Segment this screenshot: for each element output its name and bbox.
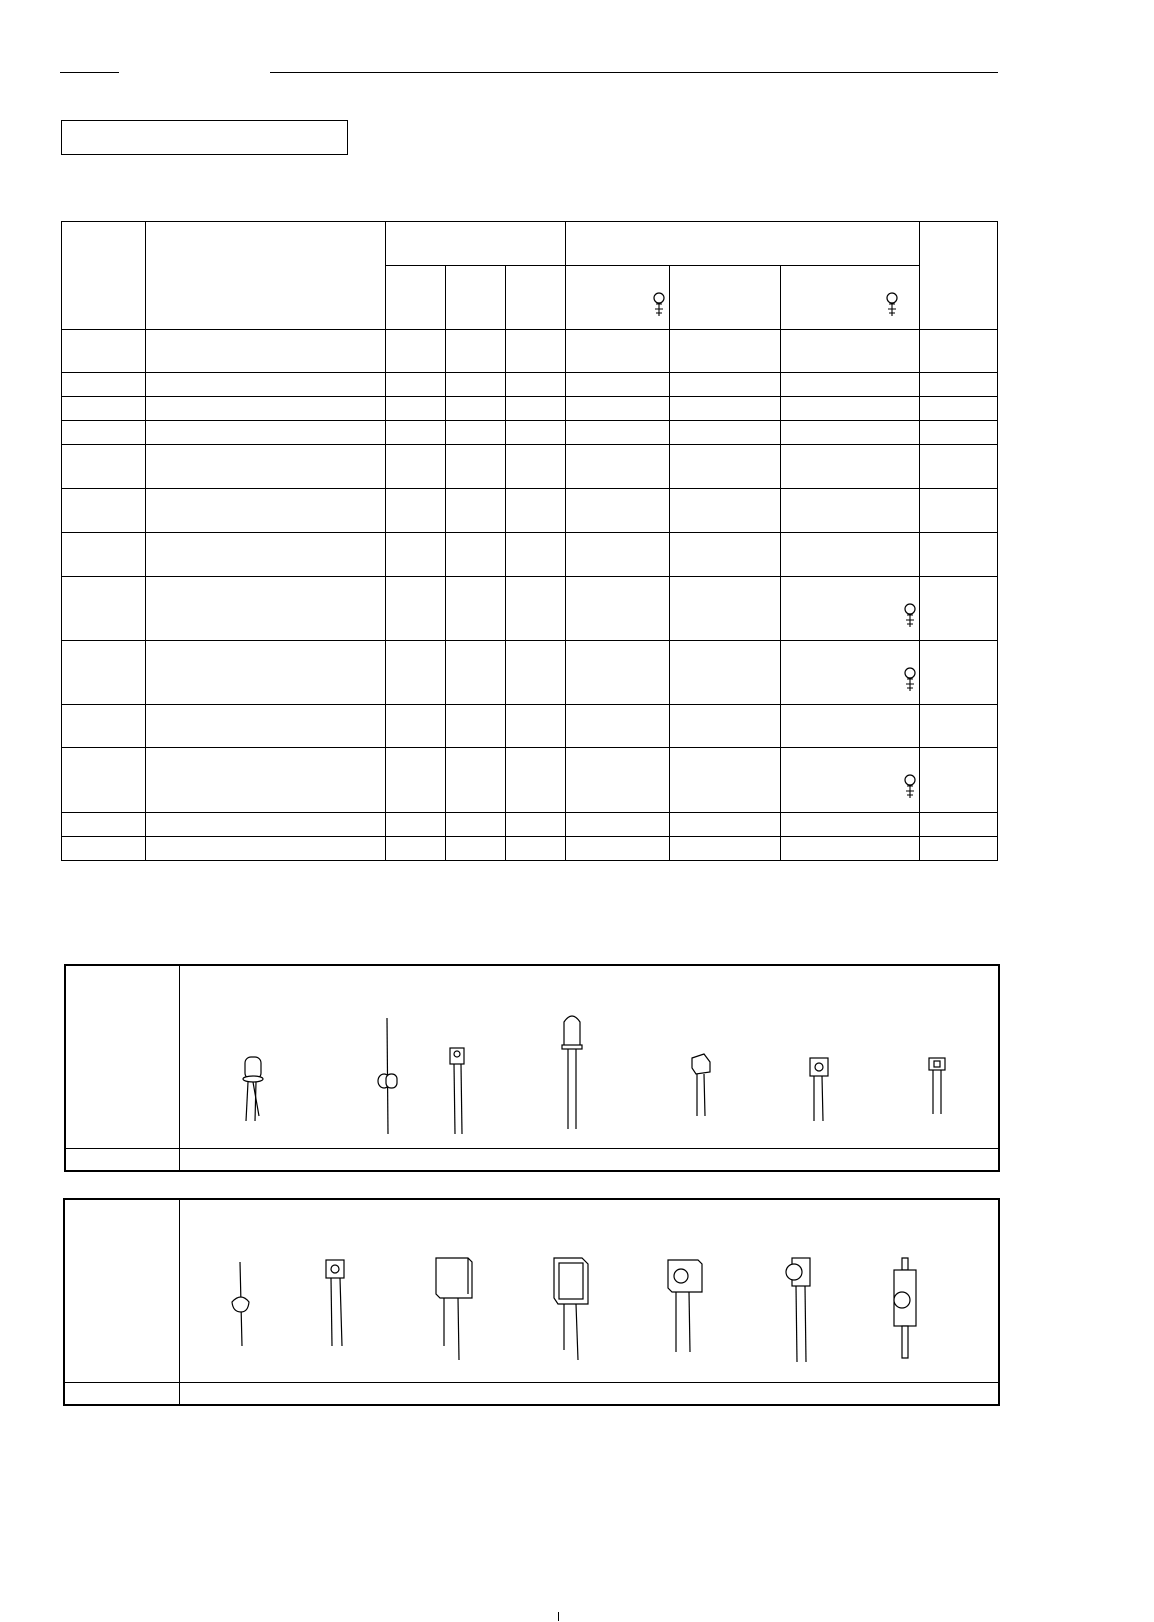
header-cell-group [566, 222, 920, 266]
header-cell [920, 222, 998, 330]
table-row [62, 373, 998, 397]
table-row [62, 837, 998, 861]
symbol-icon [652, 292, 666, 318]
header-rule-left [60, 72, 119, 73]
small-flat-device-icon [692, 1054, 710, 1116]
table-row [62, 748, 998, 813]
window-lens-device-icon [668, 1260, 702, 1352]
symbol-icon [903, 667, 917, 693]
table-row [62, 445, 998, 489]
table-row [62, 641, 998, 705]
package-drawings-row-2 [180, 1200, 1002, 1380]
tiny-square-device-icon [929, 1058, 945, 1114]
header-cell [62, 222, 146, 330]
header-cell [386, 266, 446, 330]
flat-tab-dome-device-icon [894, 1258, 916, 1358]
header-rule-right [270, 72, 998, 73]
symbol-icon [903, 603, 917, 629]
axial-side-body-device-icon [378, 1018, 397, 1134]
metal-can-device-icon [243, 1057, 263, 1121]
table-row [62, 421, 998, 445]
header-cell [566, 266, 670, 330]
led-5mm-device-icon [562, 1016, 582, 1129]
package-panel-2 [63, 1198, 1000, 1406]
square-head-device-icon [450, 1048, 464, 1134]
symbol-icon [885, 292, 899, 318]
square-lens-device-icon [810, 1058, 828, 1121]
table-row [62, 813, 998, 837]
large-rect-outlined-device-icon [554, 1258, 588, 1360]
table-row [62, 533, 998, 577]
header-cell [506, 266, 566, 330]
header-cell [781, 266, 920, 330]
package-drawings-row-1 [180, 966, 1002, 1146]
package-panel-1 [64, 964, 1000, 1172]
axial-dome-device-icon [232, 1262, 249, 1346]
small-flat-device-icon [326, 1260, 344, 1346]
table-row [62, 489, 998, 533]
header-cell [446, 266, 506, 330]
round-dome-tab-device-icon [786, 1258, 810, 1362]
table-row [62, 330, 998, 373]
page-number-mark [558, 1612, 559, 1621]
table-row [62, 577, 998, 641]
symbol-icon [903, 774, 917, 800]
table-row [62, 705, 998, 748]
table-header-row [62, 222, 998, 266]
header-cell-group [386, 222, 566, 266]
table-row [62, 397, 998, 421]
header-cell [670, 266, 781, 330]
spec-table [61, 221, 998, 861]
header-cell [146, 222, 386, 330]
large-rect-device-icon [436, 1258, 472, 1360]
section-title-box [61, 120, 348, 155]
